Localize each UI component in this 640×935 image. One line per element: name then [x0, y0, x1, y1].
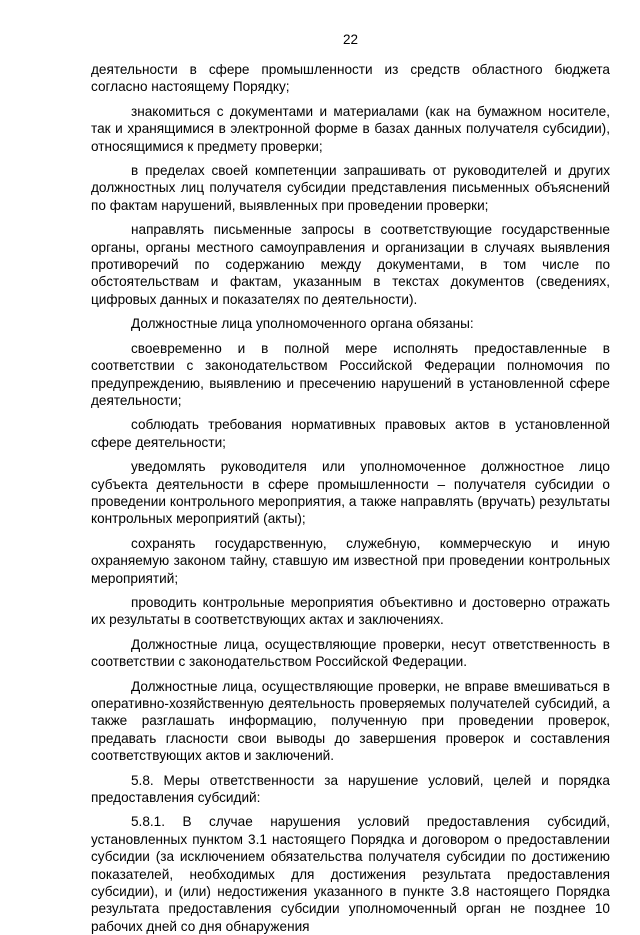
paragraph: Должностные лица, осуществляющие проверки, не вправе вмешиваться в оперативно-хозяйственную деятельность проверяемых получателей субсидий, а также разглашать информацию, полученную при проведении проверок, предавать гласности свои выводы до завершения проверок и составления соответствующих актов и заключений.	[91, 678, 610, 764]
paragraph: знакомиться с документами и материалами (как на бумажном носителе, так и хранящимися в электронной форме в базах данных получателя субсидии), относящимися к предмету проверки;	[91, 103, 610, 154]
paragraph: сохранять государственную, служебную, коммерческую и иную охраняемую законом тайну, ставшую им известной при проведении контрольных мероприятий;	[91, 535, 610, 586]
document-body	[91, 61, 610, 935]
paragraph: проводить контрольные мероприятия объективно и достоверно отражать их результаты в соответствующих актах и заключениях.	[91, 594, 610, 628]
paragraph: 5.8.1. В случае нарушения условий предоставления субсидий, установленных пунктом 3.1 настоящего Порядка и договором о предоставлении субсидии (за исключением обязательства получателя субсидии по достижению показателей, необходимых для достижения результата предоставления субсидии), и (или) недостижения указанного в пункте 3.8 настоящего Порядка результата предоставления субсидии уполномоченный орган не позднее 10 рабочих дней со дня обнаружения	[91, 814, 610, 934]
paragraph: своевременно и в полной мере исполнять предоставленные в соответствии с законодательством Российской Федерации полномочия по предупреждению, выявлению и пресечению нарушений в установленной сфере деятельности;	[91, 340, 610, 408]
page-number: 22	[342, 32, 359, 47]
paragraph: Должностные лица уполномоченного органа обязаны:	[131, 316, 474, 332]
paragraph: направлять письменные запросы в соответствующие государственные органы, органы местного самоуправления и организации в случаях выявления противоречий по содержанию между документами, в том числе по обстоятельствам и фактам, указанным в текстах документов (сведениях, цифровых данных и показателях по деятельности).	[91, 222, 610, 307]
paragraph: соблюдать требования нормативных правовых актов в установленной сфере деятельности;	[91, 417, 610, 450]
paragraph: деятельности в сфере промышленности из средств областного бюджета согласно настоящему Порядку;	[91, 62, 610, 95]
paragraph: уведомлять руководителя или уполномоченное должностное лицо субъекта деятельности в сфере промышленности – получателя субсидии о проведении контрольного мероприятия, а также направлять (вручать) результаты контрольных мероприятий (акты);	[91, 459, 610, 527]
section-heading: 5.8. Меры ответственности за нарушение условий, целей и порядка предоставления субсидий:	[91, 772, 610, 806]
paragraph: Должностные лица, осуществляющие проверки, несут ответственность в соответствии с законодательством Российской Федерации.	[91, 636, 610, 670]
paragraph: в пределах своей компетенции запрашивать от руководителей и других должностных лиц получателя субсидии представления письменных объяснений по фактам нарушений, выявленных при проведении проверки;	[91, 163, 610, 213]
